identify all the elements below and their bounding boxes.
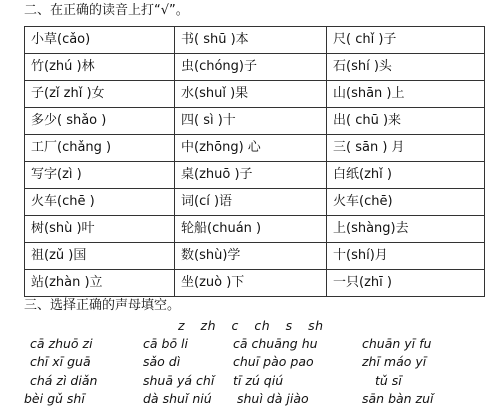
table-row (25, 162, 485, 189)
table-cell: 火车(chē ) (25, 189, 175, 216)
initial-letter: ch (254, 318, 271, 333)
table-cell: 十(shí)月 (327, 243, 485, 270)
table-row (25, 270, 485, 297)
table-row (25, 216, 485, 243)
table-cell: 中(zhōng) 心 (175, 135, 327, 162)
table-cell: 祖(zǔ )国 (25, 243, 175, 270)
pinyin-word: sān bàn zuǐ (362, 391, 434, 406)
pinyin-word: bèi gǔ shī (24, 391, 85, 406)
table-cell: 多少( shǎo ) (25, 108, 175, 135)
initial-letter: zh (200, 318, 217, 333)
table-cell: 工厂(chǎng ) (25, 135, 175, 162)
table-cell: 火车(chē) (327, 189, 485, 216)
table-cell: 水(shuǐ )果 (175, 81, 327, 108)
table-cell: 桌(zhuō )子 (175, 162, 327, 189)
pinyin-word: chá zì diǎn (30, 373, 98, 388)
table-cell: 三( sān ) 月 (327, 135, 485, 162)
table-row (25, 189, 485, 216)
table-cell: 一只(zhī ) (327, 270, 485, 297)
pinyin-word: zhī máo yī (362, 354, 427, 369)
table-row (25, 54, 485, 81)
pinyin-word: shuā yá chǐ (143, 373, 215, 388)
table-cell: 上(shàng)去 (327, 216, 485, 243)
pinyin-word: tī zú qiú (233, 373, 284, 388)
pinyin-word: chuī pào pao (233, 354, 314, 369)
table-cell: 书( shū )本 (175, 27, 327, 54)
table-cell: 词(cí )语 (175, 189, 327, 216)
initial-letter: sh (308, 318, 324, 333)
initials-list (178, 318, 335, 333)
initial-letter: c (231, 318, 239, 333)
table-cell: 数(shù)学 (175, 243, 327, 270)
table-cell: 写字(zì ) (25, 162, 175, 189)
table-cell: 尺( chǐ )子 (327, 27, 485, 54)
table-cell: 站(zhàn )立 (25, 270, 175, 297)
section-2-heading: 三、选择正确的声母填空。 (24, 298, 181, 313)
pinyin-word: chī xī guā (30, 354, 91, 369)
table-row (25, 108, 485, 135)
table-cell: 子(zǐ zhǐ )女 (25, 81, 175, 108)
table-cell: 四( sì )十 (175, 108, 327, 135)
table-cell: 树(shù )叶 (25, 216, 175, 243)
table-cell: 虫(chóng)子 (175, 54, 327, 81)
pinyin-word: sǎo dì (143, 354, 181, 369)
table-cell: 白纸(zhǐ ) (327, 162, 485, 189)
table-cell: 竹(zhú )林 (25, 54, 175, 81)
table-cell: 轮船(chuán ) (175, 216, 327, 243)
section-1-heading: 二、在正确的读音上打“√”。 (24, 3, 189, 18)
pinyin-word: shuì dà jiào (237, 391, 309, 406)
table-row (25, 243, 485, 270)
table-cell: 小草(cǎo) (25, 27, 175, 54)
pinyin-table (24, 26, 485, 297)
pinyin-word: tǔ sī (375, 373, 402, 388)
table-row (25, 27, 485, 54)
pinyin-word: cā zhuō zi (30, 336, 93, 351)
pinyin-word: cā chuāng hu (233, 336, 318, 351)
initial-letter: z (178, 318, 186, 333)
table-row (25, 135, 485, 162)
pinyin-word: chuān yī fu (362, 336, 432, 351)
table-cell: 坐(zuò )下 (175, 270, 327, 297)
pinyin-word: dà shuǐ niú (143, 391, 212, 406)
table-cell: 石(shí )头 (327, 54, 485, 81)
table-cell: 山(shān )上 (327, 81, 485, 108)
pinyin-word: cā bō li (143, 336, 189, 351)
table-row (25, 81, 485, 108)
table-cell: 出( chū )来 (327, 108, 485, 135)
initial-letter: s (285, 318, 293, 333)
